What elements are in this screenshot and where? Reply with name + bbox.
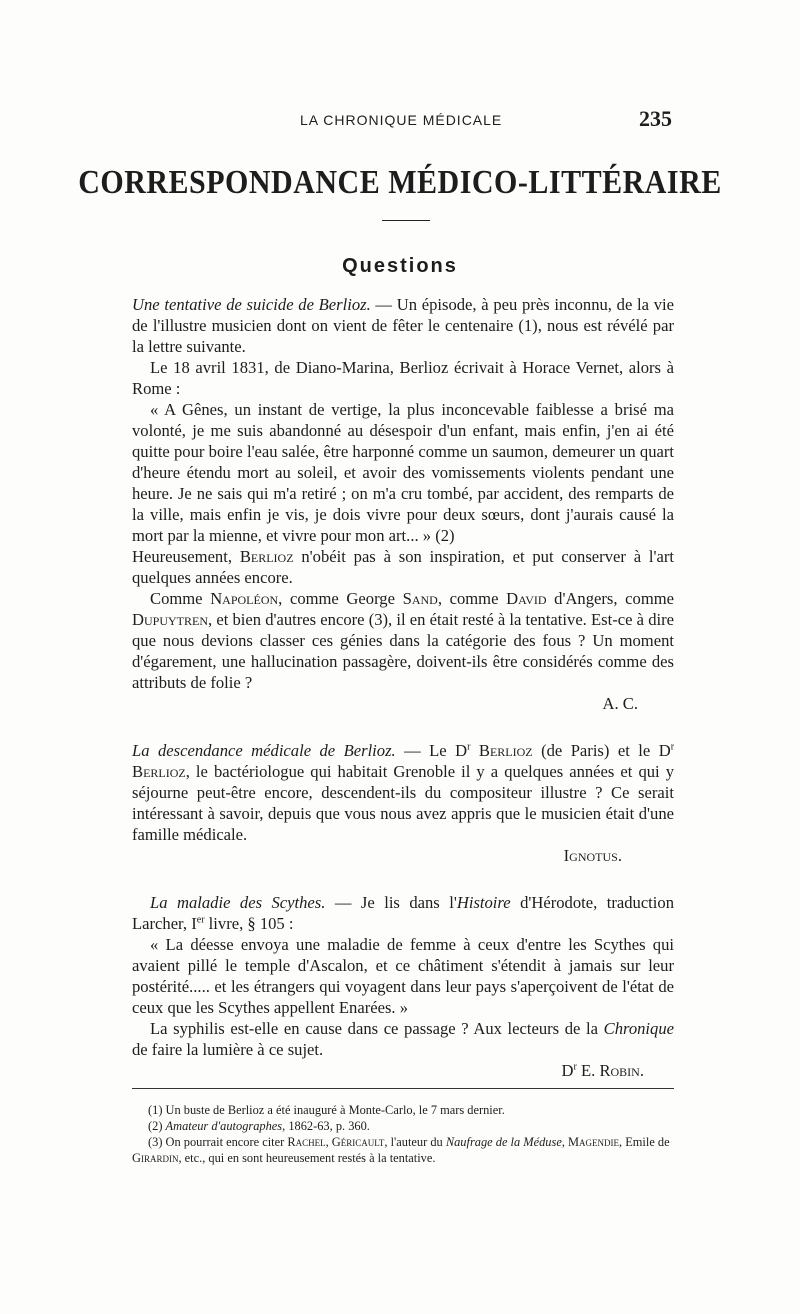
article3-signature — [132, 1060, 674, 1081]
article2-sup-2: r — [670, 741, 675, 753]
article1-intro-text: — Un épisode, à peu près inconnu, de la vie de l'illustre musicien dont on vient de fêter le centenaire (1), nous est révélé par la lettre suivante. — [132, 295, 674, 356]
article2-sup-1: r — [467, 741, 471, 753]
article2-heading: La descendance médicale de Berlioz. — [132, 741, 396, 760]
article3-t3: livre, § 105 : — [204, 914, 294, 933]
article1-p5-b: , comme George — [278, 589, 403, 608]
article1-p5-c: , comme — [437, 589, 507, 608]
article2-t1: — Le D — [395, 741, 468, 760]
article1-p5-d: d'Angers, comme — [546, 589, 674, 608]
article-body — [132, 294, 674, 1081]
page-number: 235 — [639, 106, 672, 131]
article3-histoire: Histoire — [456, 893, 511, 912]
article3-q-a: La syphilis est-elle en cause dans ce passage ? Aux lecteurs de la — [150, 1019, 604, 1038]
footnote-2-title: Amateur d'autographes — [165, 1119, 283, 1133]
footnote-2-num: (2) — [148, 1119, 166, 1133]
article2-name-2: Berlioz — [132, 762, 186, 781]
spacer — [132, 714, 674, 740]
article3-t1: — Je lis dans l' — [325, 893, 457, 912]
article1-p5-napoleon: Napoléon — [210, 589, 279, 608]
article3-intro — [132, 892, 674, 934]
spacer — [132, 866, 674, 892]
footnote-3-a: (3) On pourrait encore citer — [148, 1135, 288, 1149]
article3-q-b: de faire la lumière à ce sujet. — [132, 1040, 324, 1059]
footnote-3-naufrage: Naufrage de la Méduse — [445, 1135, 562, 1149]
footnote-1: (1) Un buste de Berlioz a été inauguré à Monte-Carlo, le 7 mars dernier. — [148, 1103, 505, 1117]
article1-p4-name: Berlioz — [239, 547, 294, 566]
article3-quote: « La déesse envoya une maladie de femme à ceux d'entre les Scythes qui avaient pillé le temple d'Ascalon, et ce châtiment s'étendit à jamais sur leur postérité..... et les étrangers qui voyagent dans leur pays s'aperçoivent de l'état de ceux que les Scythes appellent Enarées. » — [132, 935, 674, 1017]
article1-p5-e: , et bien d'autres encore (3), il en était resté à la tentative. Est-ce à dire que nous devions classer ces génies dans la catégorie des fous ? Un moment d'égarement, une hallucination passagère, doivent-ils être considérés comme des attributs de folie ? — [132, 610, 674, 692]
article1-p5-david: David — [506, 589, 547, 608]
article1-paragraph-4 — [132, 546, 674, 588]
footnotes — [132, 1102, 674, 1166]
footnote-3-comma-2: , — [561, 1135, 569, 1149]
footnote-3-b: , l'auteur du — [384, 1135, 446, 1149]
footnote-3-c: , Emile de — [619, 1135, 670, 1149]
article1-p4-a: Heureusement, — [132, 547, 240, 566]
article3-sig-dr: D — [561, 1061, 574, 1080]
article1-paragraph-5 — [132, 588, 674, 693]
footnote-divider — [132, 1088, 674, 1089]
article2-t3: , le bactériologue qui habitait Grenoble il y a quelques années et qui y séjourne peut-être encore, descendent-ils du compositeur illustre ? Ce serait intéressant à savoir, depuis que vous nous avez appris que le musicien était d'une famille médicale. — [132, 762, 674, 844]
article2-paragraph — [132, 740, 674, 845]
article3-sup-er: er — [196, 914, 205, 926]
article1-p5-a: Comme — [150, 589, 211, 608]
article2-signature: Ignotus. — [563, 846, 622, 865]
article1-quote: « A Gênes, un instant de vertige, la plus inconcevable faiblesse a brisé ma volonté, je me suis abandonné au désespoir d'un enfant, mais enfin, j'en ai été quitte pour boire l'eau salée, être harponné comme un saumon, demeurer un quart d'heure étendu mort au soleil, et avoir des vomissements violents pendant une heure. Je ne sais qui m'a retiré ; on m'a cru tombé, par accident, des remparts de la ville, mais enfin je vis, je dois vivre pour deux sœurs, dont j'aurais causé la mort par la mienne, et vivre pour mon art... » (2) — [132, 400, 674, 545]
footnote-3-girardin: Girardin — [132, 1151, 179, 1165]
footnote-3 — [132, 1134, 674, 1166]
article3-question — [132, 1018, 674, 1060]
footnote-3-d: , etc., qui en sont heureusement restés à la tentative. — [178, 1151, 436, 1165]
article3-chronique: Chronique — [603, 1019, 674, 1038]
section-heading: Questions — [342, 255, 458, 277]
article2-t2: (de Paris) et le D — [532, 741, 671, 760]
article3-t2: d'Hérodote, traduction Larcher, I — [132, 893, 674, 933]
article3-sig-name: E. Robin. — [576, 1061, 644, 1080]
footnote-3-gericault: Géricault — [331, 1135, 385, 1149]
article3-heading: La maladie des Scythes. — [150, 893, 326, 912]
article1-paragraph-2: Le 18 avril 1831, de Diano-Marina, Berlioz écrivait à Horace Vernet, alors à Rome : — [132, 358, 674, 398]
running-title: LA CHRONIQUE MÉDICALE — [300, 112, 503, 128]
footnote-2 — [132, 1118, 674, 1134]
footnote-3-comma-1: , — [325, 1135, 332, 1149]
article1-p4-b: n'obéit pas à son inspiration, et put conserver à l'art quelques années encore. — [132, 547, 674, 587]
article1-heading: Une tentative de suicide de Berlioz. — [132, 295, 371, 314]
article1-p5-dupuytren: Dupuytren — [132, 610, 208, 629]
title-divider — [382, 220, 430, 221]
footnote-3-magendie: Magendie — [568, 1135, 620, 1149]
article3-sig-sup: r — [573, 1061, 577, 1073]
footnote-2-rest: , 1862-63, p. 360. — [282, 1119, 370, 1133]
footnote-3-rachel: Rachel — [287, 1135, 326, 1149]
article1-signature: A. C. — [602, 694, 638, 713]
article1-intro — [132, 294, 674, 357]
article2-name-1: Berlioz — [478, 741, 533, 760]
page-title: CORRESPONDANCE MÉDICO-LITTÉRAIRE — [78, 163, 722, 201]
article1-p5-sand: Sand — [402, 589, 438, 608]
